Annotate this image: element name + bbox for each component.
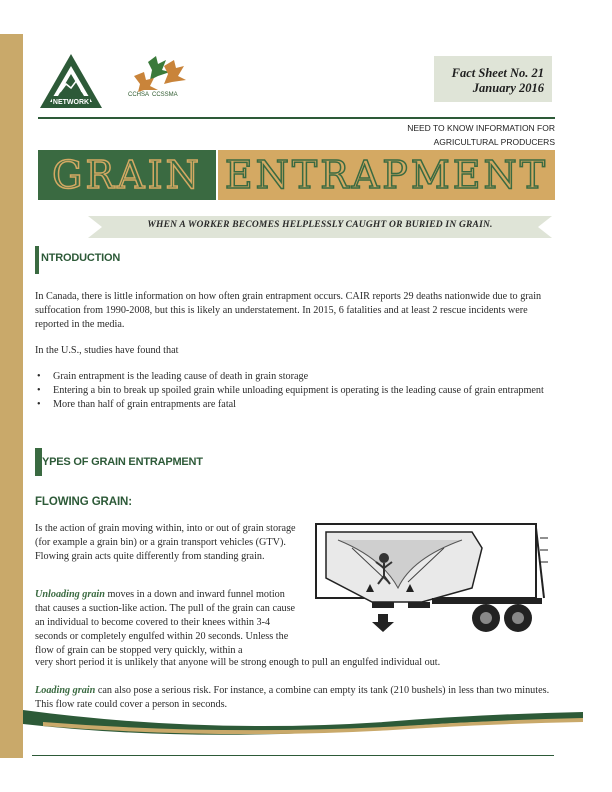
fact-sheet-box: [434, 56, 552, 102]
intro-paragraph-us: In the U.S., studies have found that: [35, 345, 179, 356]
subtitle-text: WHEN A WORKER BECOMES HELPLESSLY CAUGHT OR BURIED IN GRAIN.: [147, 220, 493, 230]
bullet-dot: •: [37, 385, 41, 396]
header-divider: [38, 117, 555, 119]
loading-grain-text: can also pose a serious risk. For instance, a combine can empty its tank (210 bushels) in less than two minutes. This flow rate could cover a person in seconds.: [35, 685, 550, 710]
audience-note: [380, 121, 555, 149]
list-item: [35, 384, 555, 397]
bullet-text: Entering a bin to break up spoiled grain while unloading equipment is operating is the leading cause of grain entrapment: [53, 385, 544, 396]
unloading-grain-paragraph: [35, 588, 300, 658]
list-item: [35, 370, 555, 383]
cchsa-leaf-logo: [128, 52, 198, 110]
audience-line-2: AGRICULTURAL PRODUCERS: [433, 137, 555, 147]
network-logo-text: NETWORK: [52, 99, 90, 106]
types-heading: YPES OF GRAIN ENTRAPMENT: [42, 456, 203, 468]
ccssma-label: CCSSMA: [152, 92, 178, 98]
intro-initial-bar: [35, 246, 39, 274]
bullet-dot: •: [37, 399, 41, 410]
title-banner-left: [38, 150, 216, 200]
fact-sheet-number: Fact Sheet No. 21: [451, 66, 544, 80]
grain-truck-illustration: [312, 518, 552, 638]
unloading-grain-continued: very short period it is unlikely that anyone will be strong enough to pull an engulfed individual out.: [35, 657, 441, 668]
network-triangle-logo: [38, 52, 104, 110]
left-accent-bar: [0, 34, 23, 758]
intro-paragraph-canada: In Canada, there is little information on how often grain entrapment occurs. CAIR reports 29 deaths nationwide due to grain suffocation from 1990-2008, but this is likely an understatement. In 2015, 6 fatalities and at least 2 rescue incidents were reported in the media.: [35, 291, 542, 330]
audience-line-1: NEED TO KNOW INFORMATION FOR: [407, 123, 555, 133]
decorative-wave: [23, 700, 583, 736]
loading-grain-label: Loading grain: [35, 685, 96, 696]
bullet-text: Grain entrapment is the leading cause of death in grain storage: [53, 371, 309, 382]
bullet-dot: •: [37, 371, 41, 382]
types-initial-bar: [35, 448, 42, 476]
title-word-entrapment: ENTRAPMENT: [224, 153, 549, 197]
flowing-grain-definition: Is the action of grain moving within, into or out of grain storage (for example a grain bin) or a grain transport vehicles (GTV). Flowing grain acts quite differently from standing grain.: [35, 523, 296, 562]
footer-divider: [32, 755, 554, 756]
flowing-grain-subheading: FLOWING GRAIN:: [35, 496, 132, 508]
cchsa-logo-caption: [128, 92, 218, 98]
title-word-grain: GRAIN: [52, 153, 202, 197]
bullet-text: More than half of grain entrapments are fatal: [53, 399, 237, 410]
cchsa-label: CCHSA: [128, 92, 149, 98]
fact-sheet-date: January 2016: [472, 81, 544, 95]
title-banner-right: [218, 150, 555, 200]
list-item: [35, 398, 555, 411]
us-findings-list: [35, 370, 555, 412]
unloading-grain-text: moves in a down and inward funnel motion that causes a suction-like action. The pull of the grain can cause an individual to become covered to their knees within 3-4 seconds or completely engulfed within 20 seconds. Unless the flow of grain can be stopped very quickly, within a: [35, 589, 296, 656]
unloading-grain-label: Unloading grain: [35, 589, 105, 600]
introduction-heading: NTRODUCTION: [41, 252, 121, 264]
